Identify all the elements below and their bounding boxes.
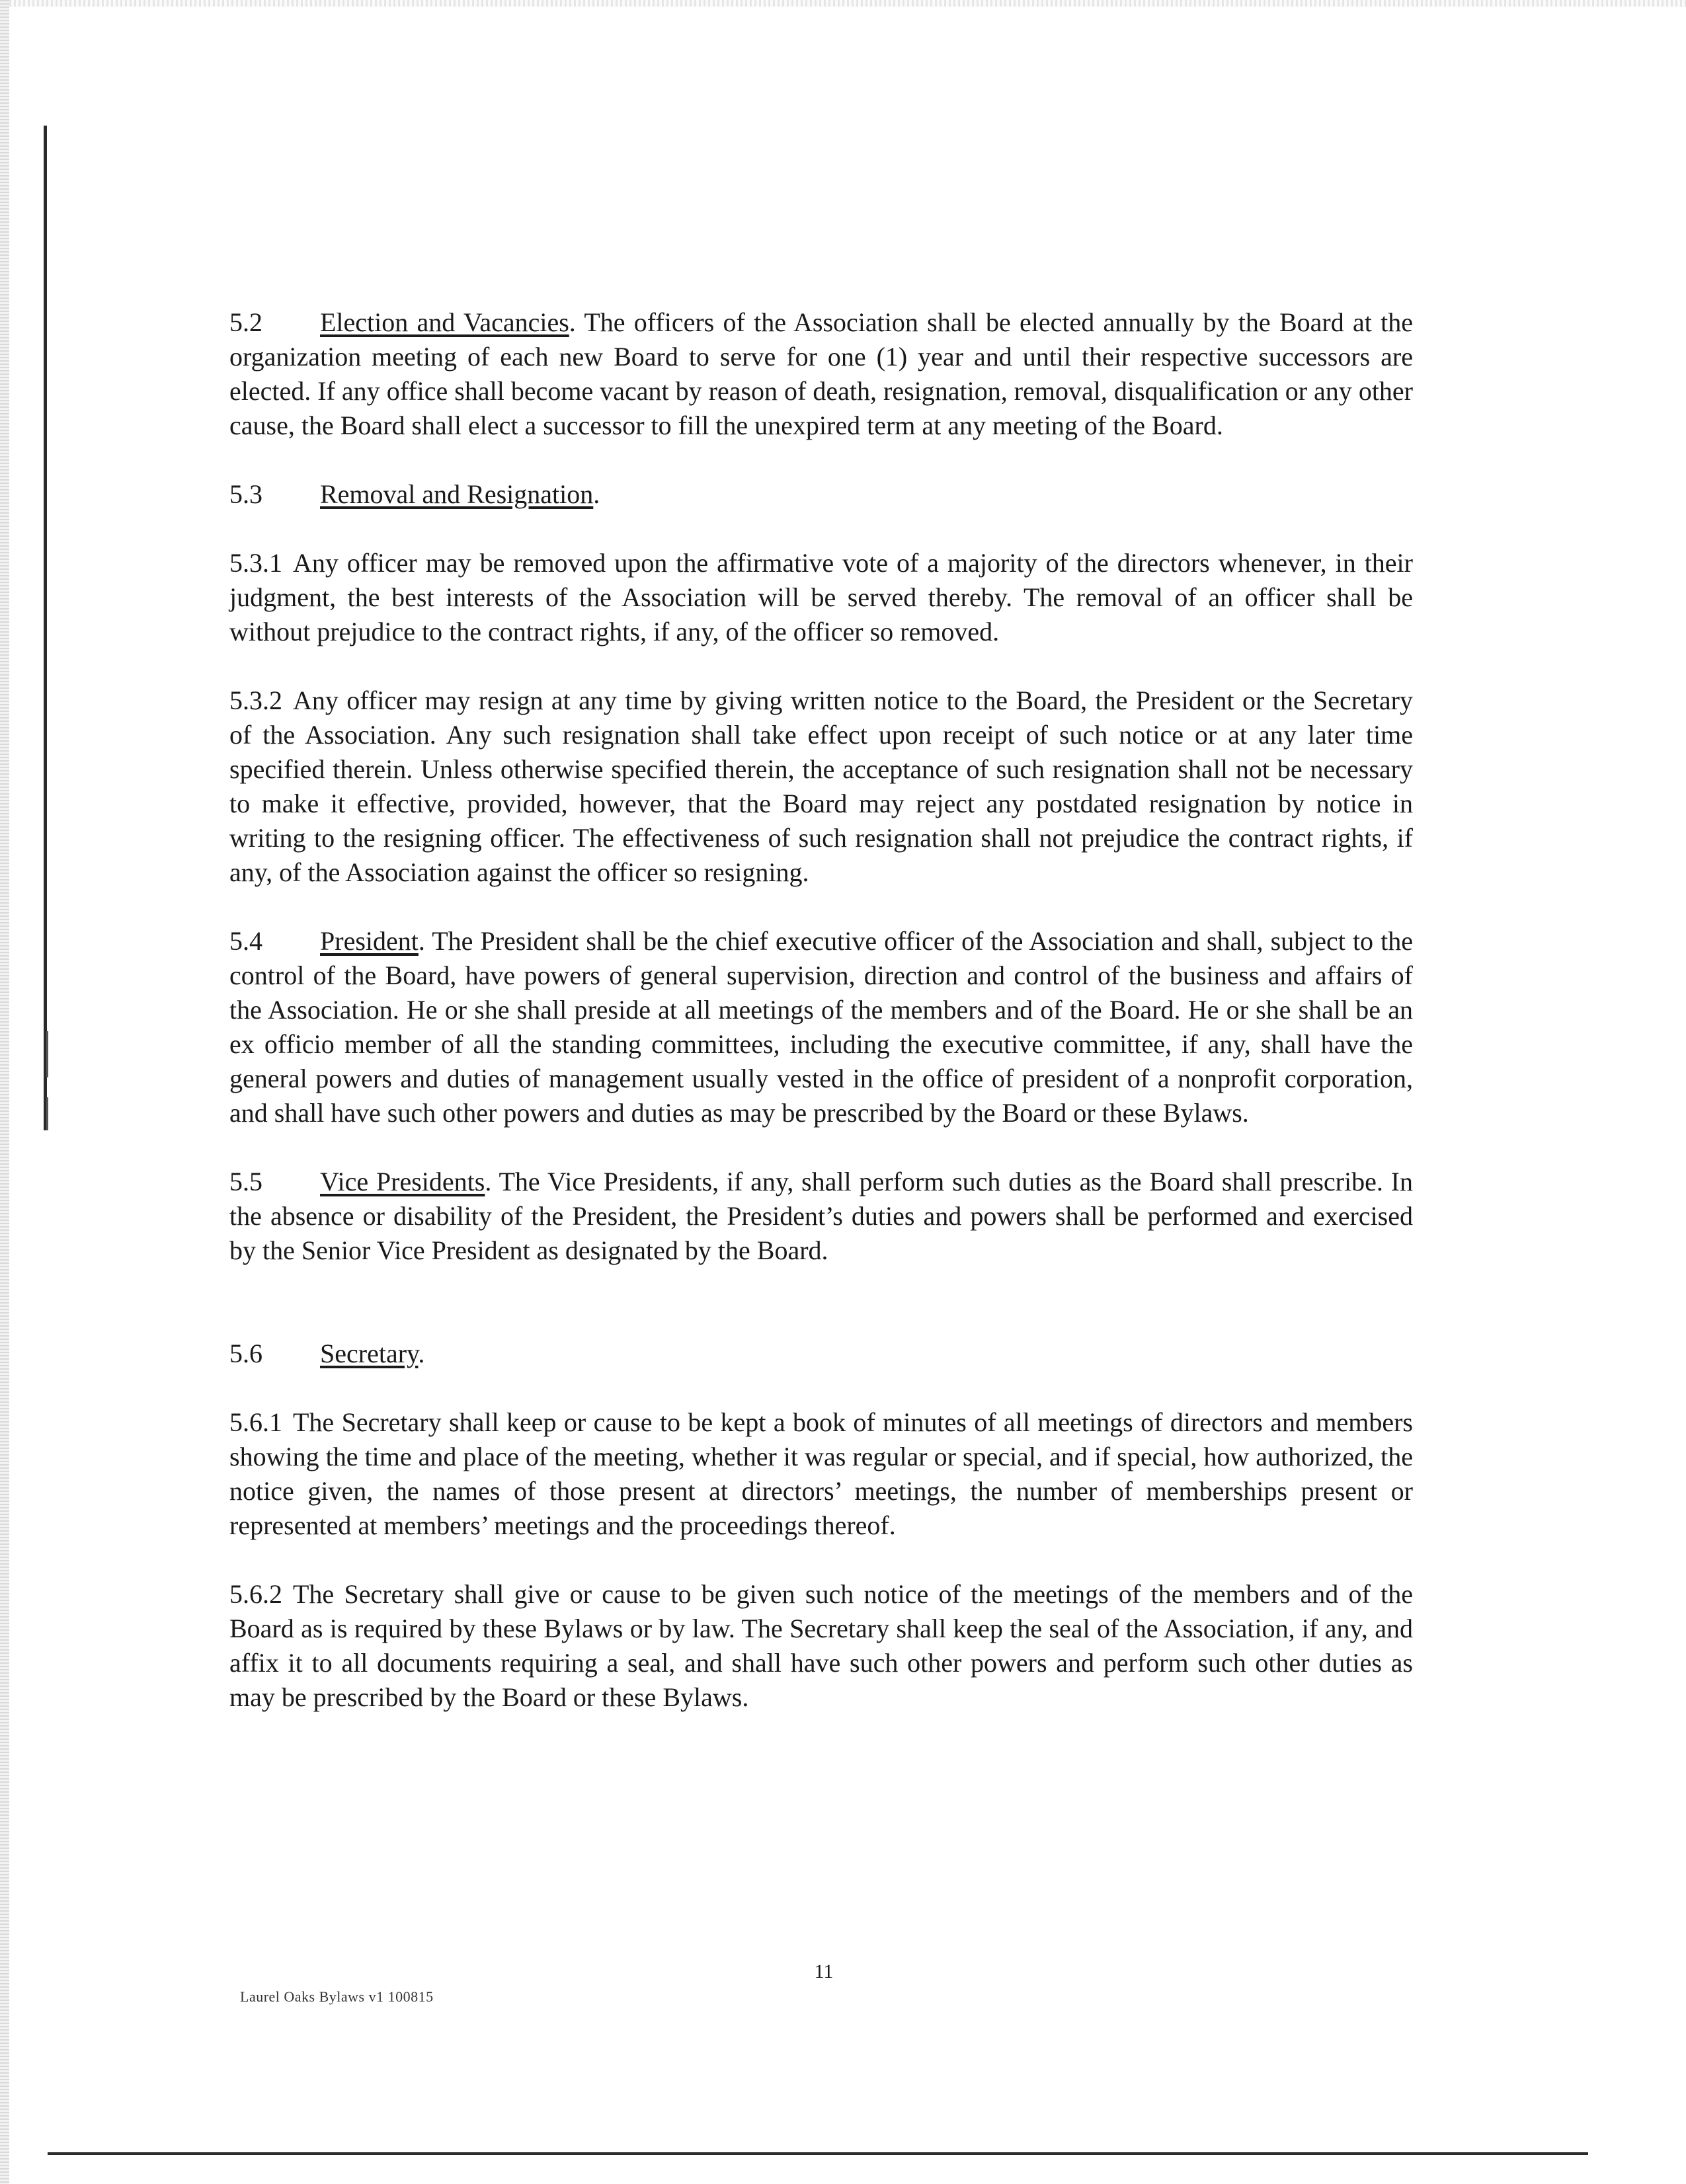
section-5-3 [229,477,1413,512]
section-heading: President [320,926,419,956]
section-5-6 [229,1337,1413,1371]
heading-punct: . [418,1339,425,1368]
scan-top-edge [0,0,1686,7]
section-number: 5.6.2 [229,1579,282,1609]
section-text: Any officer may resign at any time by giving written notice to the Board, the President or the Secretary of the Association. Any such resignation shall take effect upon receipt of such notice or at any later time specified therein. Unless otherwise specified therein, the acceptance of such resignation shall not be necessary to make it effective, provided, however, that the Board may reject any postdated resignation by notice in writing to the resigning officer. The effectiveness of such resignation shall not prejudice the contract rights, if any, of the Association against the officer so resigning. [229,685,1413,887]
section-5-4 [229,924,1413,1130]
section-number: 5.3.2 [229,685,282,715]
page-number: 11 [814,1961,834,1982]
section-number: 5.6.1 [229,1407,282,1437]
section-5-3-1 [229,546,1413,649]
section-number: 5.4 [229,926,262,956]
section-5-5 [229,1165,1413,1268]
section-number: 5.5 [229,1167,262,1196]
section-number: 5.6 [229,1339,262,1368]
section-heading: Vice Presidents [320,1167,485,1196]
section-text: The Vice Presidents, if any, shall perform such duties as the Board shall prescribe. In the absence or disability of the President, the President’s duties and powers shall be performed and exercised by the Senior Vice President as designated by the Board. [229,1167,1413,1265]
section-heading: Election and Vacancies [320,307,569,337]
footer-rule [48,2152,1588,2155]
section-text: The Secretary shall give or cause to be given such notice of the meetings of the members and of the Board as is required by these Bylaws or by law. The Secretary shall keep the seal of the Association, if any, and affix it to all documents requiring a seal, and shall have such other powers and perform such other duties as may be prescribed by the Board or these Bylaws. [229,1579,1413,1712]
margin-tick-mark [46,1031,48,1077]
margin-tick-mark [46,1097,48,1130]
section-5-3-2 [229,683,1413,890]
section-heading: Secretary [320,1339,419,1368]
footer-document-id: Laurel Oaks Bylaws v1 100815 [240,1988,434,2005]
scan-left-edge [0,0,9,2184]
section-text: The officers of the Association shall be elected annually by the Board at the organization meeting of each new Board to serve for one (1) year and until their respective successors are elected. If any office shall become vacant by reason of death, resignation, removal, disqualification or any other cause, the Board shall elect a successor to fill the unexpired term at any meeting of the Board. [229,307,1414,440]
heading-punct: . [418,926,425,956]
section-number: 5.3 [229,479,262,509]
margin-change-bar [44,126,47,1130]
section-5-2 [229,305,1413,443]
section-text: The Secretary shall keep or cause to be kept a book of minutes of all meetings of directors and members showing the time and place of the meeting, whether it was regular or special, and if special, how authorized, the notice given, the names of those present at directors’ meetings, the number of memberships present or represented at members’ meetings and the proceedings thereof. [229,1407,1413,1540]
section-5-6-2 [229,1577,1413,1715]
document-body [229,305,1413,1715]
heading-punct: . [593,479,600,509]
heading-punct: . [485,1167,492,1196]
section-heading: Removal and Resignation [320,479,594,509]
section-5-6-1 [229,1405,1413,1543]
section-text: Any officer may be removed upon the affirmative vote of a majority of the directors whenever, in their judgment, the best interests of the Association will be served thereby. The removal of an officer shall be without prejudice to the contract rights, if any, of the officer so removed. [229,548,1413,646]
section-number: 5.2 [229,307,262,337]
section-text: The President shall be the chief executive officer of the Association and shall, subject to the control of the Board, have powers of general supervision, direction and control of the business and affairs of the Association. He or she shall preside at all meetings of the members and of the Board. He or she shall be an ex officio member of all the standing committees, including the executive committee, if any, shall have the general powers and duties of management usually vested in the office of president of a nonprofit corporation, and shall have such other powers and duties as may be prescribed by the Board or these Bylaws. [229,926,1413,1128]
section-number: 5.3.1 [229,548,282,578]
heading-punct: . [569,307,576,337]
